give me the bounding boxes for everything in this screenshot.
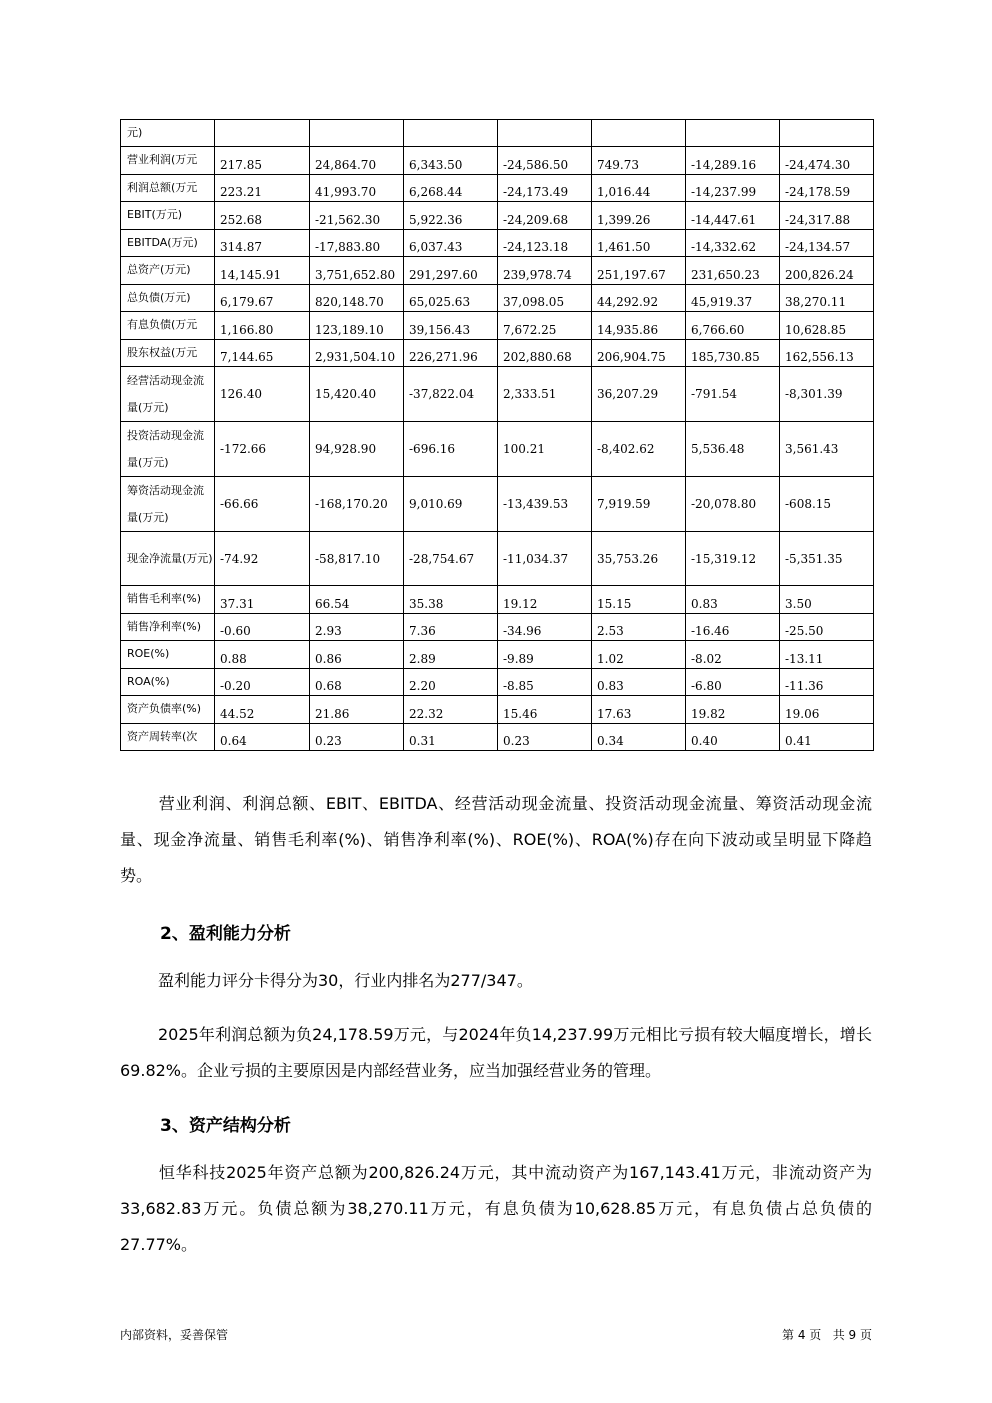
table-cell: -24,134.57 <box>780 229 874 257</box>
financial-table-body <box>121 120 874 751</box>
row-label: ROE(%) <box>121 641 215 669</box>
table-cell: 35,753.26 <box>592 532 686 586</box>
table-cell: 162,556.13 <box>780 339 874 367</box>
table-cell: 65,025.63 <box>404 284 498 312</box>
table-cell: 37,098.05 <box>498 284 592 312</box>
table-cell: 41,993.70 <box>310 174 404 202</box>
table-cell: 35.38 <box>404 586 498 614</box>
row-label: 有息负债(万元 <box>121 312 215 340</box>
table-cell: -0.20 <box>215 668 310 696</box>
row-label: EBITDA(万元) <box>121 229 215 257</box>
table-cell: -24,474.30 <box>780 147 874 175</box>
table-cell: 7,672.25 <box>498 312 592 340</box>
table-cell: -24,173.49 <box>498 174 592 202</box>
table-cell: 22.32 <box>404 696 498 724</box>
table-cell: 100.21 <box>498 422 592 477</box>
table-cell: 44.52 <box>215 696 310 724</box>
table-cell: 0.83 <box>686 586 780 614</box>
table-row <box>121 668 874 696</box>
table-cell: -20,078.80 <box>686 477 780 532</box>
table-cell: 239,978.74 <box>498 257 592 285</box>
score-paragraph <box>120 963 872 999</box>
table-cell: 19.12 <box>498 586 592 614</box>
table-cell: 17.63 <box>592 696 686 724</box>
table-cell: 45,919.37 <box>686 284 780 312</box>
table-row <box>121 339 874 367</box>
table-cell: 0.86 <box>310 641 404 669</box>
table-cell: 0.23 <box>310 723 404 751</box>
table-row <box>121 367 874 422</box>
table-cell: -696.16 <box>404 422 498 477</box>
table-cell <box>592 120 686 147</box>
row-label: 元) <box>121 120 215 147</box>
table-cell: 2,333.51 <box>498 367 592 422</box>
row-label: EBIT(万元) <box>121 202 215 230</box>
row-label: 销售净利率(%) <box>121 613 215 641</box>
table-cell: 6,037.43 <box>404 229 498 257</box>
table-cell: -58,817.10 <box>310 532 404 586</box>
table-row <box>121 257 874 285</box>
table-cell: 0.83 <box>592 668 686 696</box>
table-cell: 6,179.67 <box>215 284 310 312</box>
table-cell: 14,145.91 <box>215 257 310 285</box>
table-cell: -5,351.35 <box>780 532 874 586</box>
row-label: 资产周转率(次 <box>121 723 215 751</box>
table-cell: -24,178.59 <box>780 174 874 202</box>
table-cell: 39,156.43 <box>404 312 498 340</box>
footer-note: 内部资料，妥善保管 <box>120 1328 229 1342</box>
table-cell: -11,034.37 <box>498 532 592 586</box>
table-cell: 15.46 <box>498 696 592 724</box>
table-cell: -11.36 <box>780 668 874 696</box>
table-row <box>121 174 874 202</box>
table-cell: 0.64 <box>215 723 310 751</box>
table-cell: 3,561.43 <box>780 422 874 477</box>
profit-text: 2025年利润总额为负24,178.59万元，与2024年负14,237.99万元相比亏损有较大幅度增长，增长69.82%。企业亏损的主要原因是内部经营业务，应当加强经营业务的管理。 <box>120 1025 872 1080</box>
table-cell: -14,237.99 <box>686 174 780 202</box>
table-cell: -14,289.16 <box>686 147 780 175</box>
table-cell: -791.54 <box>686 367 780 422</box>
table-cell: -13.11 <box>780 641 874 669</box>
table-cell: -8,402.62 <box>592 422 686 477</box>
financial-table <box>120 119 874 751</box>
table-cell: 0.34 <box>592 723 686 751</box>
table-cell: 2,931,504.10 <box>310 339 404 367</box>
table-row <box>121 641 874 669</box>
table-cell: 19.06 <box>780 696 874 724</box>
table-cell: -66.66 <box>215 477 310 532</box>
table-cell: 6,268.44 <box>404 174 498 202</box>
table-cell: 15.15 <box>592 586 686 614</box>
table-row <box>121 696 874 724</box>
table-cell <box>498 120 592 147</box>
table-cell: 1,399.26 <box>592 202 686 230</box>
row-label: 销售毛利率(%) <box>121 586 215 614</box>
table-cell: 0.31 <box>404 723 498 751</box>
row-label: 总资产(万元) <box>121 257 215 285</box>
table-row <box>121 422 874 477</box>
table-cell: 1,166.80 <box>215 312 310 340</box>
table-cell: 1.02 <box>592 641 686 669</box>
table-cell: 0.23 <box>498 723 592 751</box>
table-row <box>121 613 874 641</box>
table-cell <box>310 120 404 147</box>
table-cell: -608.15 <box>780 477 874 532</box>
table-cell: 202,880.68 <box>498 339 592 367</box>
row-label: 现金净流量(万元) <box>121 532 215 586</box>
table-cell: 252.68 <box>215 202 310 230</box>
table-cell: 1,016.44 <box>592 174 686 202</box>
table-cell: 1,461.50 <box>592 229 686 257</box>
table-cell: 185,730.85 <box>686 339 780 367</box>
row-label: 营业利润(万元 <box>121 147 215 175</box>
table-cell <box>404 120 498 147</box>
table-cell: -24,317.88 <box>780 202 874 230</box>
table-cell: 24,864.70 <box>310 147 404 175</box>
table-cell: 5,536.48 <box>686 422 780 477</box>
table-row <box>121 586 874 614</box>
table-cell: -15,319.12 <box>686 532 780 586</box>
table-row <box>121 312 874 340</box>
table-cell: -16.46 <box>686 613 780 641</box>
table-cell: -13,439.53 <box>498 477 592 532</box>
table-cell: 36,207.29 <box>592 367 686 422</box>
table-cell: -28,754.67 <box>404 532 498 586</box>
trend-text: 营业利润、利润总额、EBIT、EBITDA、经营活动现金流量、投资活动现金流量、筹资活动现金流量、现金净流量、销售毛利率(%)、销售净利率(%)、ROE(%)、ROA(%)存在向下波动或呈明显下降趋势。 <box>120 794 872 885</box>
table-cell: 7.36 <box>404 613 498 641</box>
table-cell: 3.50 <box>780 586 874 614</box>
profit-paragraph <box>120 1017 872 1089</box>
page-number: 第 4 页 共 9 页 <box>782 1328 872 1342</box>
section-heading-asset-structure: 3、资产结构分析 <box>160 1116 291 1136</box>
table-cell: 6,766.60 <box>686 312 780 340</box>
table-cell: -8,301.39 <box>780 367 874 422</box>
table-row <box>121 229 874 257</box>
table-cell: -34.96 <box>498 613 592 641</box>
table-row <box>121 723 874 751</box>
table-cell: 94,928.90 <box>310 422 404 477</box>
table-cell: -24,586.50 <box>498 147 592 175</box>
table-cell: 2.89 <box>404 641 498 669</box>
table-cell: 19.82 <box>686 696 780 724</box>
table-cell: -8.85 <box>498 668 592 696</box>
table-cell: 0.68 <box>310 668 404 696</box>
table-cell: 7,919.59 <box>592 477 686 532</box>
table-cell: 314.87 <box>215 229 310 257</box>
table-row <box>121 284 874 312</box>
table-cell: -0.60 <box>215 613 310 641</box>
row-label: 资产负债率(%) <box>121 696 215 724</box>
table-cell: 7,144.65 <box>215 339 310 367</box>
table-cell: -14,332.62 <box>686 229 780 257</box>
table-cell <box>686 120 780 147</box>
table-cell: -17,883.80 <box>310 229 404 257</box>
table-cell: 2.20 <box>404 668 498 696</box>
table-cell: 123,189.10 <box>310 312 404 340</box>
table-cell: 126.40 <box>215 367 310 422</box>
table-cell: 2.93 <box>310 613 404 641</box>
row-label: 总负债(万元) <box>121 284 215 312</box>
section-heading-profitability: 2、盈利能力分析 <box>160 924 291 944</box>
table-cell: 21.86 <box>310 696 404 724</box>
table-cell: 3,751,652.80 <box>310 257 404 285</box>
score-text: 盈利能力评分卡得分为30，行业内排名为277/347。 <box>158 971 533 990</box>
table-cell: 0.41 <box>780 723 874 751</box>
table-row <box>121 532 874 586</box>
table-cell: 0.40 <box>686 723 780 751</box>
table-cell <box>215 120 310 147</box>
table-cell: 6,343.50 <box>404 147 498 175</box>
table-cell: 15,420.40 <box>310 367 404 422</box>
table-cell: 749.73 <box>592 147 686 175</box>
table-cell: -9.89 <box>498 641 592 669</box>
table-cell: -24,209.68 <box>498 202 592 230</box>
table-cell: 44,292.92 <box>592 284 686 312</box>
table-cell: -74.92 <box>215 532 310 586</box>
row-label: ROA(%) <box>121 668 215 696</box>
trend-paragraph <box>120 786 872 894</box>
row-label: 投资活动现金流量(万元) <box>121 422 215 477</box>
table-cell: -24,123.18 <box>498 229 592 257</box>
table-cell: 10,628.85 <box>780 312 874 340</box>
table-row <box>121 120 874 147</box>
table-cell: -25.50 <box>780 613 874 641</box>
table-cell: 66.54 <box>310 586 404 614</box>
table-row <box>121 477 874 532</box>
table-cell <box>780 120 874 147</box>
table-cell: -8.02 <box>686 641 780 669</box>
assets-text: 恒华科技2025年资产总额为200,826.24万元，其中流动资产为167,143.41万元，非流动资产为33,682.83万元。负债总额为38,270.11万元，有息负债为10,628.85万元，有息负债占总负债的27.77%。 <box>120 1163 872 1254</box>
table-cell: 0.88 <box>215 641 310 669</box>
table-cell: -6.80 <box>686 668 780 696</box>
table-cell: -14,447.61 <box>686 202 780 230</box>
table-cell: -21,562.30 <box>310 202 404 230</box>
row-label: 利润总额(万元 <box>121 174 215 202</box>
table-cell: 14,935.86 <box>592 312 686 340</box>
table-cell: 2.53 <box>592 613 686 641</box>
row-label: 筹资活动现金流量(万元) <box>121 477 215 532</box>
table-cell: 226,271.96 <box>404 339 498 367</box>
row-label: 股东权益(万元 <box>121 339 215 367</box>
table-cell: 206,904.75 <box>592 339 686 367</box>
table-row <box>121 147 874 175</box>
table-cell: 9,010.69 <box>404 477 498 532</box>
table-cell: -168,170.20 <box>310 477 404 532</box>
table-row <box>121 202 874 230</box>
table-cell: 251,197.67 <box>592 257 686 285</box>
table-cell: 291,297.60 <box>404 257 498 285</box>
table-cell: 231,650.23 <box>686 257 780 285</box>
row-label: 经营活动现金流量(万元) <box>121 367 215 422</box>
table-cell: 5,922.36 <box>404 202 498 230</box>
table-cell: -37,822.04 <box>404 367 498 422</box>
table-cell: 37.31 <box>215 586 310 614</box>
assets-paragraph <box>120 1155 872 1263</box>
table-cell: 223.21 <box>215 174 310 202</box>
table-cell: 820,148.70 <box>310 284 404 312</box>
table-cell: 217.85 <box>215 147 310 175</box>
table-cell: 200,826.24 <box>780 257 874 285</box>
table-cell: -172.66 <box>215 422 310 477</box>
table-cell: 38,270.11 <box>780 284 874 312</box>
